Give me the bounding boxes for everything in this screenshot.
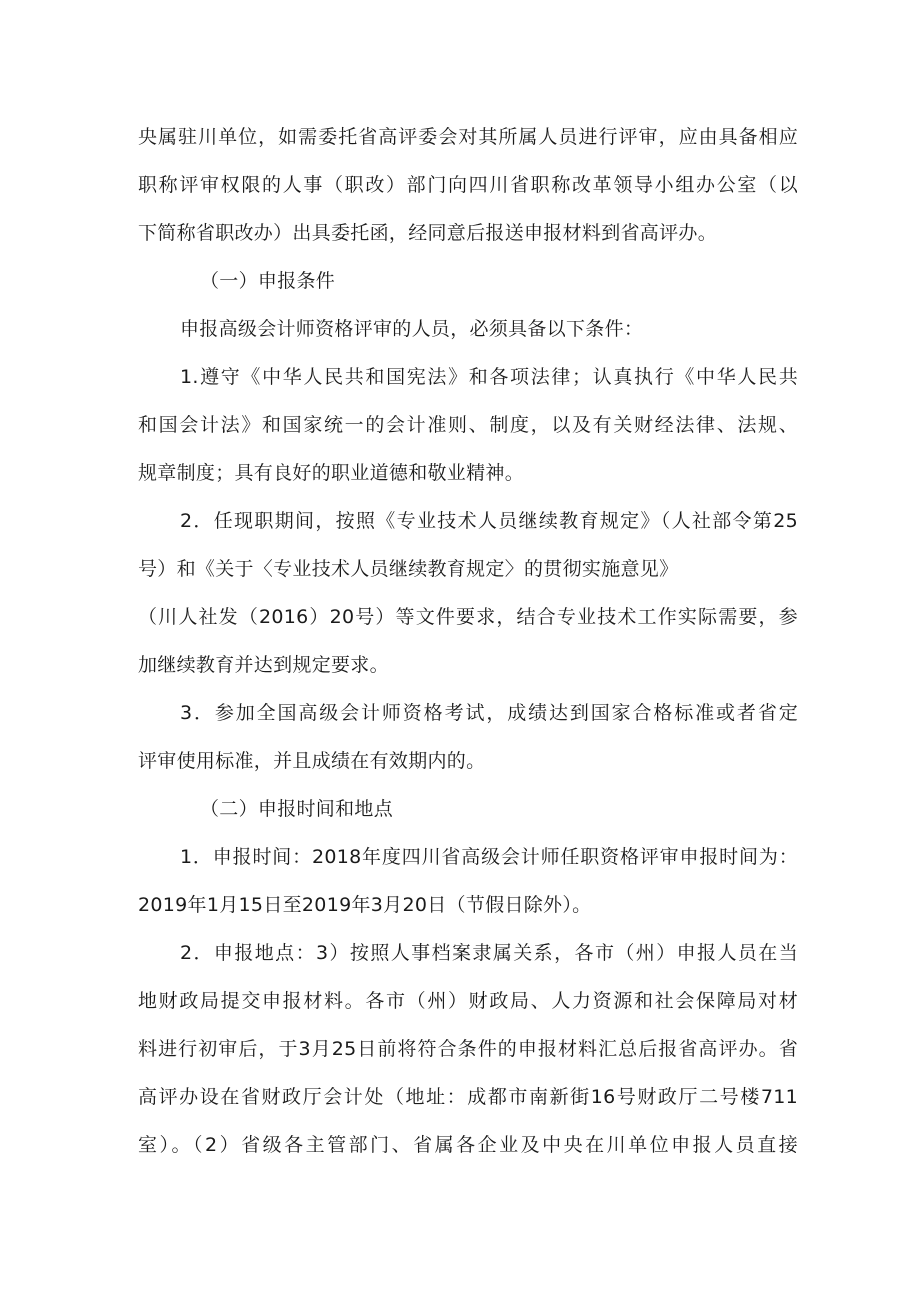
text-line: 职称评审权限的人事（职改）部门向四川省职称改革领导小组办公室（以 [138,174,798,196]
text-line: 下简称省职改办）出具委托函，经同意后报送申报材料到省高评办。 [138,222,718,244]
text-line: 和国会计法》和国家统一的会计准则、制度，以及有关财经法律、法规、 [138,414,798,436]
text-line: 1．申报时间：2018年度四川省高级会计师任职资格评审申报时间为： [180,846,798,868]
text-line: （川人社发（2016）20号）等文件要求，结合专业技术工作实际需要，参 [138,606,798,628]
text-line: 规章制度；具有良好的职业道德和敬业精神。 [138,462,525,484]
section-heading: （一）申报条件 [200,270,336,292]
text-line: 3．参加全国高级会计师资格考试，成绩达到国家合格标准或者省定 [180,702,798,724]
text-line: 2019年1月15日至2019年3月20日（节假日除外）。 [138,894,592,916]
text-line: 2．申报地点：3）按照人事档案隶属关系，各市（州）申报人员在当 [180,942,798,964]
text-line: 高评办设在省财政厅会计处（地址：成都市南新街16号财政厅二号楼711 [138,1086,798,1108]
text-line: 1.遵守《中华人民共和国宪法》和各项法律；认真执行《中华人民共 [180,366,798,388]
text-line: 2．任现职期间，按照《专业技术人员继续教育规定》（人社部令第25 [180,510,798,532]
text-line: 料进行初审后，于3月25日前将符合条件的申报材料汇总后报省高评办。省 [138,1038,798,1060]
text-line: 评审使用标准，并且成绩在有效期内的。 [138,750,486,772]
text-line: 室）。（2）省级各主管部门、省属各企业及中央在川单位申报人员直接 [138,1134,798,1156]
text-line: 加继续教育并达到规定要求。 [138,654,389,676]
text-line: 号）和《关于〈专业技术人员继续教育规定〉的贯彻实施意见》 [138,558,679,580]
text-line: 申报高级会计师资格评审的人员，必须具备以下条件： [180,318,644,340]
text-line: 地财政局提交申报材料。各市（州）财政局、人力资源和社会保障局对材 [138,990,798,1012]
text-line: 央属驻川单位，如需委托省高评委会对其所属人员进行评审，应由具备相应 [138,126,798,148]
section-heading: （二）申报时间和地点 [200,798,394,820]
